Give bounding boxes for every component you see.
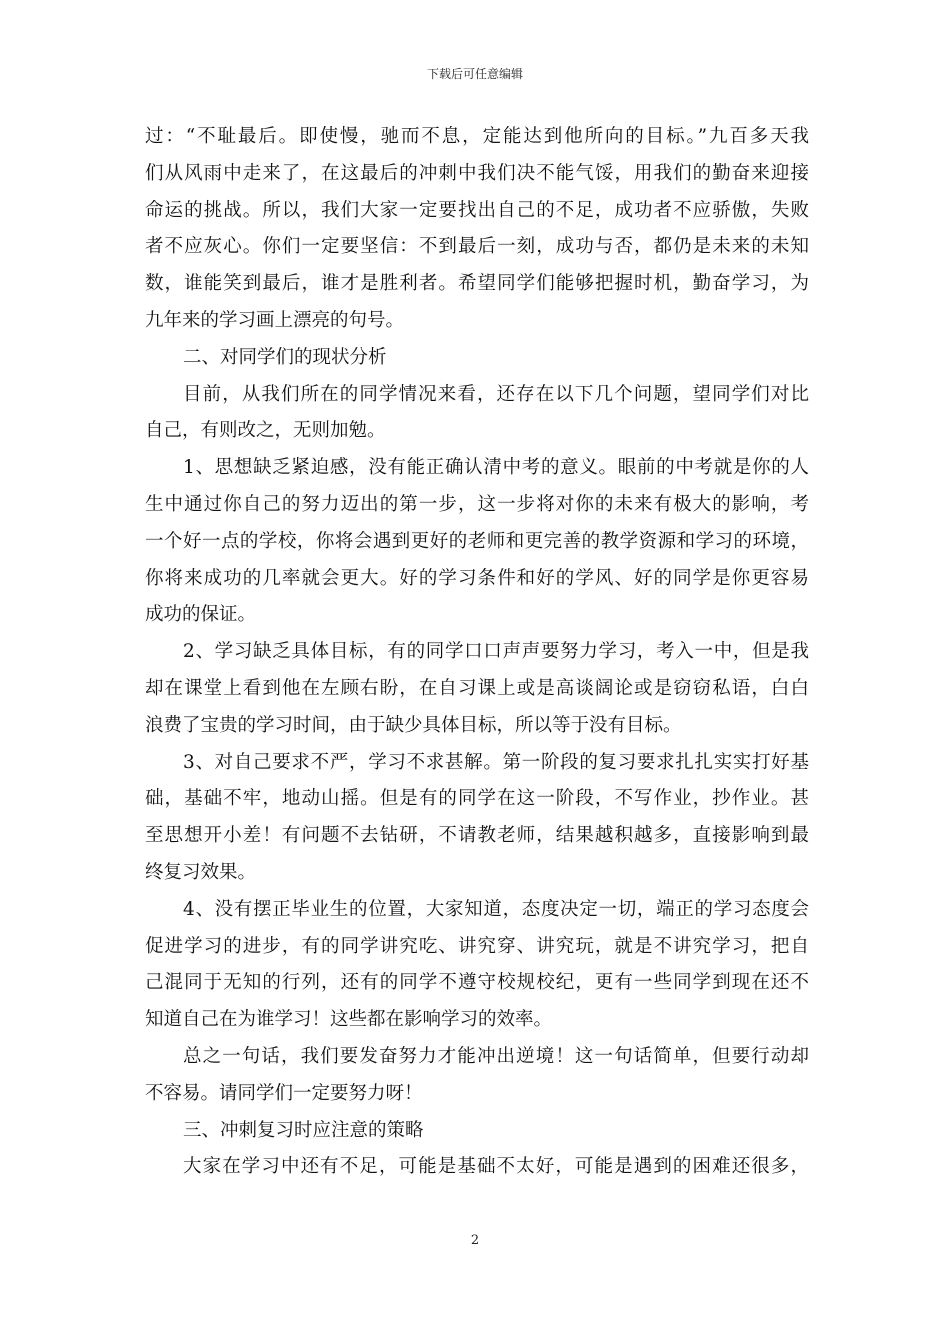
text-line: 大家在学习中还有不足，可能是基础不太好，可能是遇到的困难还很多，: [183, 1156, 809, 1178]
text-line: 至思想开小差！有问题不去钻研，不请教老师，结果越积越多，直接影响到最: [145, 825, 809, 847]
text-line: 生中通过你自己的努力迈出的第一步，这一步将对你的未来有极大的影响，考: [145, 493, 809, 515]
text-line: 促进学习的进步，有的同学讲究吃、讲究穿、讲究玩，就是不讲究学习，把自: [145, 935, 809, 957]
text-line: 己混同于无知的行列，还有的同学不遵守校规校纪，更有一些同学到现在还不: [145, 972, 809, 994]
text-line: 总之一句话，我们要发奋努力才能冲出逆境！这一句话简单，但要行动却: [183, 1045, 809, 1067]
text-line: 你将来成功的几率就会更大。好的学习条件和好的学风、好的同学是你更容易: [145, 567, 809, 589]
page-header: 下载后可任意编辑: [426, 67, 523, 81]
text-line: 不容易。请同学们一定要努力呀！: [145, 1082, 423, 1104]
page-number: 2: [470, 1233, 480, 1248]
text-line: 过：“不耻最后。即使慢，驰而不息，定能达到他所向的目标。”九百多天我: [145, 126, 809, 147]
text-line: 浪费了宝贵的学习时间，由于缺少具体目标，所以等于没有目标。: [145, 714, 682, 736]
text-line: 1、思想缺乏紧迫感，没有能正确认清中考的意义。眼前的中考就是你的人: [183, 457, 809, 479]
text-line: 3、对自己要求不严，学习不求甚解。第一阶段的复习要求扎扎实实打好基: [183, 751, 809, 773]
text-line: 却在课堂上看到他在左顾右盼，在自习课上或是高谈阔论或是窃窃私语，白白: [145, 677, 809, 699]
text-line: 们从风雨中走来了，在这最后的冲刺中我们决不能气馁，用我们的勤奋来迎接: [145, 162, 809, 184]
text-line: 一个好一点的学校，你将会遇到更好的老师和更完善的教学资源和学习的环境，: [145, 530, 809, 552]
text-line: 4、没有摆正毕业生的位置，大家知道，态度决定一切，端正的学习态度会: [183, 898, 809, 920]
text-line: 数，谁能笑到最后，谁才是胜利者。希望同学们能够把握时机，勤奋学习，为: [145, 273, 809, 295]
text-line: 终复习效果。: [145, 861, 257, 883]
text-line: 命运的挑战。所以，我们大家一定要找出自己的不足，成功者不应骄傲，失败: [145, 199, 809, 221]
text-line: 成功的保证。: [145, 604, 257, 626]
text-line: 者不应灰心。你们一定要坚信：不到最后一刻，成功与否，都仍是未来的未知: [145, 236, 809, 258]
text-line: 知道自己在为谁学习！这些都在影响学习的效率。: [145, 1009, 553, 1031]
section-heading: 二、对同学们的现状分析: [183, 346, 387, 368]
text-line: 础，基础不牢，地动山摇。但是有的同学在这一阶段，不写作业，抄作业。甚: [145, 788, 809, 810]
section-heading: 三、冲刺复习时应注意的策略: [183, 1119, 424, 1141]
text-line: 自己，有则改之，无则加勉。: [145, 420, 386, 442]
text-line: 目前，从我们所在的同学情况来看，还存在以下几个问题，望同学们对比: [183, 383, 809, 405]
text-line: 2、学习缺乏具体目标，有的同学口口声声要努力学习，考入一中，但是我: [183, 641, 809, 663]
text-line: 九年来的学习画上漂亮的句号。: [145, 309, 405, 331]
document-body: [145, 119, 809, 1186]
